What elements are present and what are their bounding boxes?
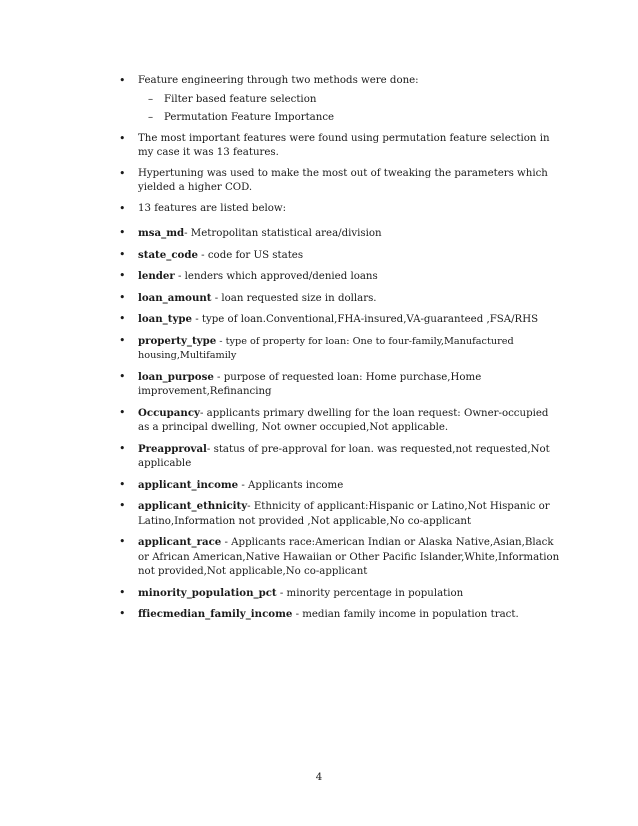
feature-item: [117, 226, 562, 242]
feature-term: applicant_ethnicity: [138, 500, 248, 512]
page-content: [117, 74, 562, 629]
feature-term: ffiecmedian_family_income: [138, 608, 293, 620]
feature-term: property_type: [138, 334, 217, 347]
feature-term: loan_type: [138, 313, 192, 325]
feature-description: - Metropolitan statistical area/division: [184, 228, 382, 239]
feature-item: [117, 535, 562, 580]
list-item: [117, 202, 562, 217]
page-number: 4: [315, 772, 323, 783]
feature-description: - Applicants race:American Indian or Alaska Native,Asian,Black or African American,Native Hawaiian or Other Pacific Islander,White,Information not provided,Not applicable,No co-applicant: [138, 537, 560, 577]
feature-description: - status of pre-approval for loan. was requested,not requested,Not applicable: [138, 443, 550, 469]
sublist-item: – Permutation Feature Importance: [148, 111, 562, 126]
feature-description: - applicants primary dwelling for the loan request: Owner-occupied as a principal dwelling, Not owner occupied,Not applicable.: [138, 407, 549, 433]
feature-term: lender: [138, 270, 175, 282]
feature-description: - code for US states: [197, 249, 304, 261]
feature-term: applicant_income: [138, 478, 239, 491]
feature-description: - type of loan.Conventional,FHA-insured,VA-guaranteed ,FSA/RHS: [192, 314, 539, 325]
feature-description: - Ethnicity of applicant:Hispanic or Latino,Not Hispanic or Latino,Information not provided ,Not applicable,No co-applicant: [138, 501, 550, 527]
feature-item: [117, 442, 562, 472]
feature-item: [117, 586, 562, 602]
item-text: The most important features were found using permutation feature selection in my case it was 13 features.: [138, 132, 550, 158]
feature-description: - minority percentage in population: [276, 587, 464, 599]
item-text: 13 features are listed below:: [138, 202, 287, 214]
feature-item: [117, 291, 562, 307]
list-item: [117, 167, 562, 196]
item-text: Hypertuning was used to make the most out of tweaking the parameters which yielded a higher COD.: [138, 167, 548, 193]
sublist: [138, 93, 562, 126]
feature-item: [117, 334, 562, 364]
list-item: [117, 132, 562, 161]
feature-term: loan_purpose: [138, 370, 214, 383]
sublist-item: – Filter based feature selection: [148, 93, 562, 108]
feature-description: - median family income in population tract.: [292, 609, 519, 620]
feature-description: - Applicants income: [238, 479, 344, 491]
feature-item: [117, 269, 562, 285]
feature-description: - purpose of requested loan: Home purchase,Home improvement,Refinancing: [138, 371, 482, 397]
feature-term: loan_amount: [138, 291, 212, 304]
feature-description: - loan requested size in dollars.: [211, 292, 377, 304]
item-text: Feature engineering through two methods were done:: [138, 75, 419, 86]
feature-description: - lenders which approved/denied loans: [174, 271, 378, 282]
feature-description: - type of property for loan: One to four-family,Manufactured housing,Multifamily: [138, 335, 514, 361]
feature-term: msa_md: [138, 227, 185, 239]
feature-term: state_code: [138, 248, 198, 261]
feature-item: [117, 248, 562, 264]
feature-item: [117, 312, 562, 328]
feature-item: [117, 406, 562, 436]
feature-term: applicant_race: [138, 536, 222, 548]
feature-item: [117, 499, 562, 529]
feature-term: minority_population_pct: [138, 586, 277, 599]
list-item: [117, 74, 562, 126]
feature-term: Occupancy: [138, 406, 200, 419]
feature-item: [117, 478, 562, 494]
feature-term: Preapproval: [138, 442, 207, 455]
feature-item: [117, 370, 562, 400]
feature-item: [117, 607, 562, 623]
